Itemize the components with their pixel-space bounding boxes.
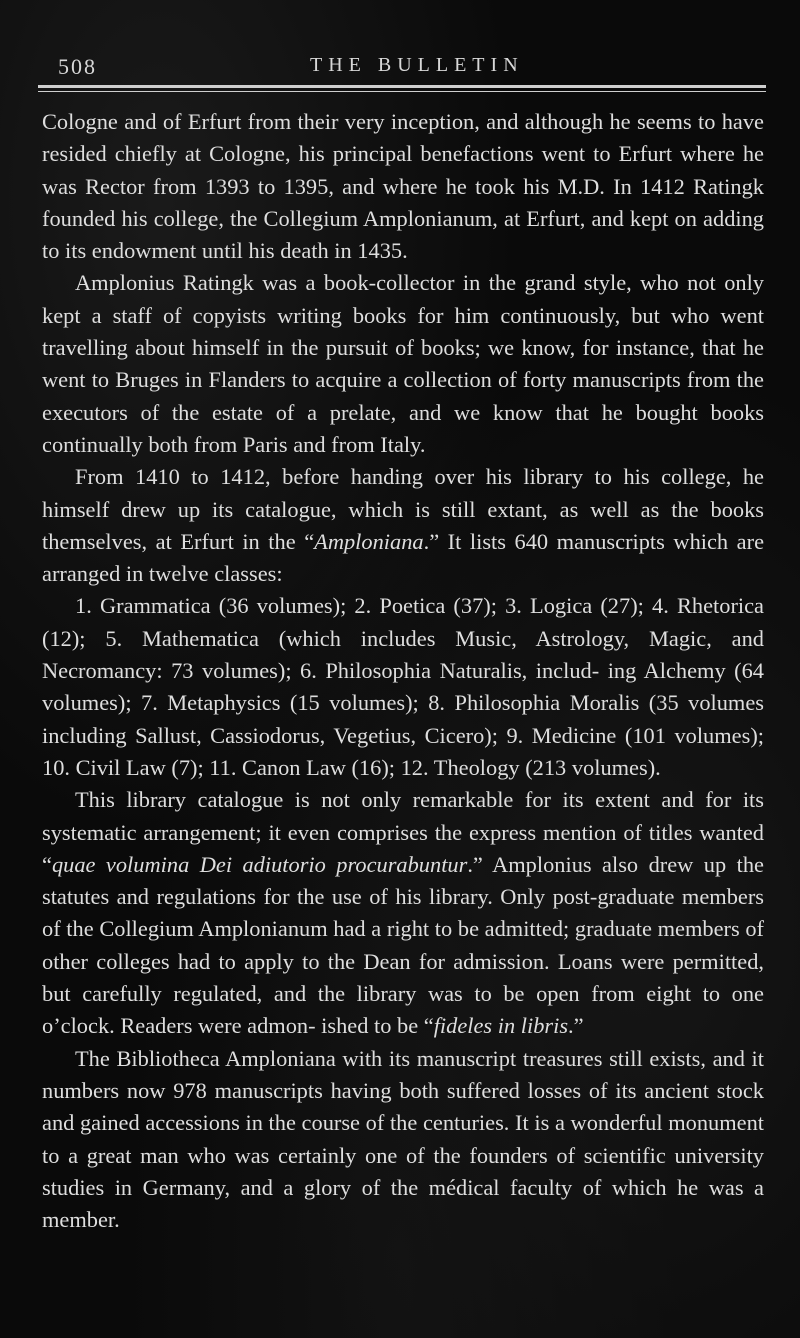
- paragraph-rules-text-end: .”: [568, 1013, 584, 1039]
- paragraph-library-rules: [42, 784, 764, 1042]
- running-head: [40, 50, 760, 80]
- page-number: 508: [58, 54, 97, 79]
- paragraph-book-collector: Amplonius Ratingk was a book-collector in the grand style, who not only kept a staff of copyists writing books for him continuously, but who went travelling about himself in the pursuit of books; we know, for instance, that he went to Bruges in Flanders to acquire a collection of forty manuscripts from the executors of the estate of a prelate, and we know that he bought books continually both from Paris and from Italy.: [42, 270, 764, 457]
- paragraph-catalogue: [42, 461, 764, 590]
- header-rule-thin: [38, 91, 766, 92]
- title-amploniana: Amploniana: [314, 528, 424, 554]
- latin-quote-volumina: quae volumina Dei adiutorio procurabuntur: [51, 851, 468, 877]
- paragraph-catalogue-text-end: .” It lists 640 manuscripts which are arranged in twelve classes:: [42, 528, 765, 587]
- paragraph-bibliotheca: The Bibliotheca Amploniana with its manuscript treasures still exists, and it numbers now 978 manuscripts having both suffered losses of its ancient stock and gained accessions in the course of the centuries. It is a wonderful monument to a great man who was certainly one of the founders of scientific university studies in Germany, and a glory of the médical faculty of which he was a member.: [42, 1045, 764, 1233]
- paragraph-continuation: Cologne and of Erfurt from their very inception, and although he seems to have resided chiefly at Cologne, his principal benefactions went to Erfurt where he was Rector from 1393 to 1395, and where he took his M.D. In 1412 Ratingk founded his college, the Collegium Amplonianum, at Erfurt, and kept on adding to its endowment until his death in 1435.: [42, 109, 764, 264]
- paragraph-catalogue-text-start: From 1410 to 1412, before handing over his library to his college, he himself drew up its catalogue, which is still extant, as well as the books themselves, at Erfurt in the “: [42, 464, 764, 554]
- paragraph-rules-text-middle: .” Amplonius also drew up the statutes and regulations for the use of his library. Only post-graduate members of the Collegium Amplonianum had a right to be admitted; graduate members of other colleges had to apply to the Dean for admission. Loans were permitted, but carefully regulated, and the library was to be open from eight to one o’clock. Readers were admon- ished to be “: [42, 851, 764, 1039]
- journal-title: THE BULLETIN: [310, 54, 524, 76]
- paragraph-rules-text-start: This library catalogue is not only remarkable for its extent and for its systematic arrangement; it even comprises the express mention of titles wanted “: [42, 787, 764, 877]
- paragraph-class-list: 1. Grammatica (36 volumes); 2. Poetica (37); 3. Logica (27); 4. Rhetorica (12); 5. Mathematica (which includes Music, Astrology, Magic, and Necromancy: 73 volumes); 6. Philosophia Naturalis, includ- ing Alchemy (64 volumes); 7. Metaphysics (15 volumes); 8. Philosophia Moralis (35 volumes including Sallust, Cassiodorus, Vegetius, Cicero); 9. Medicine (101 volumes); 10. Civil Law (7); 11. Canon Law (16); 12. Theology (213 volumes).: [42, 593, 764, 780]
- latin-quote-fideles: fideles in libris: [433, 1013, 569, 1039]
- body-text: [42, 106, 764, 1236]
- header-rule-thick: [38, 85, 766, 88]
